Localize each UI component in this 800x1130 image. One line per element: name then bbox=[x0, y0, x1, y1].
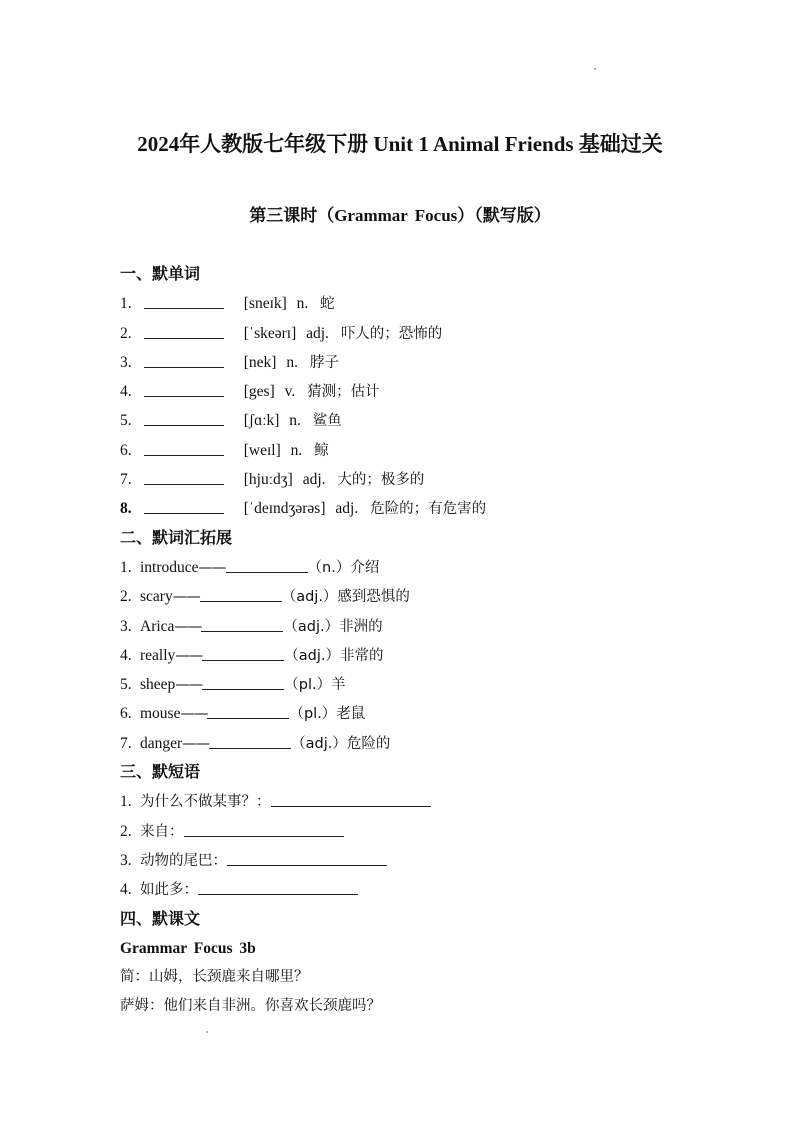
item-number: 4. bbox=[120, 383, 132, 401]
meaning: 大的；极多的 bbox=[337, 472, 425, 489]
item-number: 2. bbox=[120, 588, 132, 606]
item-number: 7. bbox=[120, 471, 132, 489]
dash: —— bbox=[175, 677, 203, 694]
vocab-item bbox=[120, 553, 720, 582]
meaning: 鲨鱼 bbox=[312, 413, 342, 430]
answer-blank[interactable] bbox=[271, 790, 431, 807]
answer-blank[interactable] bbox=[198, 878, 358, 895]
hint: （adj.）感到恐惧的 bbox=[281, 589, 410, 606]
word-item bbox=[120, 406, 720, 435]
part-of-speech: v. bbox=[284, 383, 296, 401]
part-of-speech: n. bbox=[290, 441, 303, 459]
part-of-speech: adj. bbox=[335, 500, 359, 518]
vocab-item bbox=[120, 582, 720, 611]
answer-blank[interactable] bbox=[144, 497, 224, 514]
phonetic: [ʃɑːk] bbox=[243, 412, 280, 430]
item-number: 1. bbox=[120, 793, 132, 811]
answer-blank[interactable] bbox=[200, 585, 282, 602]
meaning: 脖子 bbox=[309, 354, 339, 371]
phonetic: [weɪl] bbox=[243, 441, 281, 459]
scan-dot bbox=[206, 1031, 208, 1033]
answer-blank[interactable] bbox=[144, 409, 224, 426]
meaning: 吓人的；恐怖的 bbox=[340, 325, 443, 342]
base-word: really bbox=[140, 646, 176, 664]
phonetic: [ges] bbox=[243, 383, 275, 401]
item-number: 3. bbox=[120, 851, 132, 869]
hint: （adj.）非常的 bbox=[284, 647, 384, 664]
phonetic: [sneɪk] bbox=[243, 295, 287, 313]
dash: —— bbox=[198, 559, 226, 576]
answer-blank[interactable] bbox=[144, 380, 224, 397]
part-of-speech: adj. bbox=[306, 324, 329, 342]
hint: （pl.）老鼠 bbox=[289, 706, 366, 723]
vocab-item bbox=[120, 729, 720, 758]
phrase-prompt: 来自： bbox=[140, 823, 184, 840]
section-heading-vocabulary: 二、默词汇拓展 bbox=[120, 529, 233, 547]
answer-blank[interactable] bbox=[144, 292, 224, 309]
section-heading-text: 四、默课文 bbox=[120, 910, 201, 928]
document-subtitle: 第三课时（Grammar Focus）（默写版） bbox=[249, 206, 551, 225]
answer-blank[interactable] bbox=[144, 439, 224, 456]
meaning: 危险的；有危害的 bbox=[370, 501, 487, 518]
phrase-item bbox=[120, 787, 720, 816]
answer-blank[interactable] bbox=[207, 702, 289, 719]
item-number: 1. bbox=[120, 295, 132, 313]
dash: —— bbox=[174, 618, 202, 635]
meaning: 猜测；估计 bbox=[307, 384, 380, 401]
hint: （adj.）非洲的 bbox=[283, 618, 383, 635]
part-of-speech: n. bbox=[286, 353, 298, 371]
part-of-speech: n. bbox=[289, 412, 301, 430]
word-item bbox=[120, 319, 720, 348]
word-item bbox=[120, 436, 720, 465]
item-number: 6. bbox=[120, 441, 132, 459]
answer-blank[interactable] bbox=[184, 820, 344, 837]
phrase-item bbox=[120, 875, 720, 904]
item-number: 2. bbox=[120, 324, 132, 342]
vocab-item bbox=[120, 670, 720, 699]
base-word: mouse bbox=[140, 705, 181, 723]
phrase-item bbox=[120, 817, 720, 846]
answer-blank[interactable] bbox=[209, 732, 291, 749]
phonetic: [nek] bbox=[243, 353, 277, 371]
dash: —— bbox=[182, 735, 210, 752]
item-number: 2. bbox=[120, 822, 132, 840]
vocab-item bbox=[120, 699, 720, 728]
meaning: 鲸 bbox=[314, 442, 329, 459]
word-item bbox=[120, 377, 720, 406]
base-word: Arica bbox=[140, 617, 175, 635]
answer-blank[interactable] bbox=[144, 468, 224, 485]
phrase-prompt: 为什么不做某事？： bbox=[140, 794, 271, 811]
meaning: 蛇 bbox=[320, 296, 335, 313]
vocab-item bbox=[120, 612, 720, 641]
hint: （adj.）危险的 bbox=[291, 735, 391, 752]
item-number: 1. bbox=[120, 558, 132, 576]
section-heading-phrases: 三、默短语 bbox=[120, 764, 201, 782]
answer-blank[interactable] bbox=[202, 673, 284, 690]
text-subheading: Grammar Focus 3b bbox=[120, 939, 256, 957]
item-number: 4. bbox=[120, 881, 132, 899]
word-item bbox=[120, 494, 720, 523]
base-word: scary bbox=[140, 588, 173, 606]
answer-blank[interactable] bbox=[226, 556, 308, 573]
base-word: sheep bbox=[140, 676, 176, 694]
hint: （pl.）羊 bbox=[284, 677, 346, 694]
phonetic: [hjuːdʒ] bbox=[243, 471, 293, 489]
dash: —— bbox=[172, 589, 200, 606]
part-of-speech: n. bbox=[296, 295, 309, 313]
item-number: 4. bbox=[120, 646, 132, 664]
answer-blank[interactable] bbox=[201, 615, 283, 632]
section-heading-words: 一、默单词 bbox=[120, 266, 201, 283]
answer-blank[interactable] bbox=[144, 322, 224, 339]
item-number: 8. bbox=[120, 500, 132, 518]
answer-blank[interactable] bbox=[227, 849, 387, 866]
answer-blank[interactable] bbox=[202, 644, 284, 661]
document-title: 2024年人教版七年级下册 Unit 1 Animal Friends 基础过关 bbox=[137, 132, 663, 156]
item-number: 5. bbox=[120, 676, 132, 694]
base-word: introduce bbox=[140, 558, 199, 576]
phrase-prompt: 如此多： bbox=[140, 882, 198, 899]
hint: （n.）介绍 bbox=[307, 559, 380, 576]
phrase-item bbox=[120, 846, 720, 875]
part-of-speech: adj. bbox=[302, 471, 326, 489]
answer-blank[interactable] bbox=[144, 351, 224, 368]
phrase-prompt: 动物的尾巴： bbox=[140, 852, 227, 869]
phonetic: [ˈdeɪndʒərəs] bbox=[243, 500, 326, 518]
dialogue-line: 简：山姆，长颈鹿来自哪里？ bbox=[120, 969, 309, 986]
dash: —— bbox=[180, 706, 208, 723]
dialogue-line: 萨姆：他们来自非洲。你喜欢长颈鹿吗？ bbox=[120, 998, 381, 1015]
word-item bbox=[120, 348, 720, 377]
dash: —— bbox=[175, 647, 203, 664]
item-number: 7. bbox=[120, 734, 132, 752]
item-number: 3. bbox=[120, 353, 132, 371]
word-item bbox=[120, 465, 720, 494]
vocab-item bbox=[120, 641, 720, 670]
item-number: 3. bbox=[120, 617, 132, 635]
scan-dot bbox=[594, 68, 596, 70]
worksheet-content bbox=[120, 260, 720, 1022]
base-word: danger bbox=[140, 734, 183, 752]
item-number: 5. bbox=[120, 412, 132, 430]
word-item bbox=[120, 289, 720, 318]
item-number: 6. bbox=[120, 705, 132, 723]
phonetic: [ˈskeərɪ] bbox=[243, 324, 297, 342]
